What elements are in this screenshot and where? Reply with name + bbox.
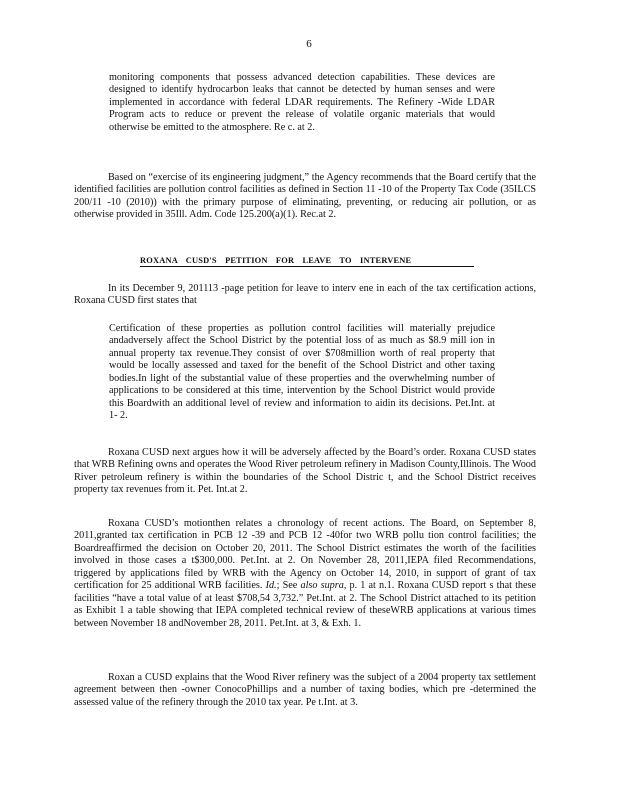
- paragraph-settlement-agreement: Roxan a CUSD explains that the Wood River refinery was the subject of a 2004 property tax settlement agreement between then -owner ConocoPhillips and a number of taxing bodies, which pre -determined the assessed value of the refinery through the 2010 tax year. Pe t.Int. at 3.: [74, 672, 536, 708]
- block-quote-ldar: monitoring components that possess advanced detection capabilities. These devices are designed to identify hydrocarbon leaks that cannot be detected by human senses and were implemented in accordance with federal LDAR requirements. The Refinery -Wide LDAR Program acts to reduce or prevent the release of volatile organic materials that would otherwise be emitted to the atmosphere. Re c. at 2.: [109, 72, 495, 133]
- section-heading: ROXANA CUSD'S PETITION FOR LEAVE TO INTERVENE: [140, 256, 474, 267]
- paragraph-adversely-affected: Roxana CUSD next argues how it will be adversely affected by the Board’s order. Roxana CUSD states that WRB Refining owns and operates the Wood River petroleum refinery in Madison County,Illinois. The Wood River petroleum refinery is within the boundaries of the School Distric t, and the School District receives property tax revenues from it. Pet. Int.at 2.: [74, 447, 536, 496]
- paragraph-petition-intro: In its December 9, 201113 -page petition for leave to interv ene in each of the tax certification actions, Roxana CUSD first states that: [74, 283, 536, 307]
- citation-id: Id.: [265, 580, 277, 592]
- page-number: 6: [306, 38, 312, 50]
- chronology-text-2: , p. 1 at n.1. Roxana CUSD report s that these facilities “have a total value of at least $708,54 3,732.” Pet.Int. at 2. The School District attached to its petition as Exhibit 1 a table showing that IEPA completed technical review of theseWRB applications at various times between November 18 andNovember 28, 2011. Pet.Int. at 3, & Exh. 1.: [74, 580, 536, 629]
- paragraph-chronology: [74, 518, 536, 630]
- chronology-see: ; See: [276, 580, 298, 592]
- paragraph-agency-recommendation: Based on “exercise of its engineering judgment,” the Agency recommends that the Board certify that the identified facilities are pollution control facilities as defined in Section 11 -10 of the Property Tax Code (35ILCS 200/11 -10 (2010)) with the primary purpose of eliminating, preventing, or reducing air pollution, or as otherwise provided in 35Ill. Adm. Code 125.200(a)(1). Rec.at 2.: [74, 172, 536, 221]
- block-quote-certification: Certification of these properties as pollution control facilities will materially prejudice andadversely affect the School District by the potential loss of as much as $8.9 mill ion in annual property tax revenue.They consist of over $708million worth of real property that would be locally assessed and taxed for the benefit of the School District and other taxing bodies.In light of the substantial value of these properties and the overwhelming number of applications to be considered at this time, intervention by the School District would provide this Boardwith an additional level of review and information to aidin its decisions. Pet.Int. at 1- 2.: [109, 323, 495, 422]
- chronology-text-1: Roxana CUSD’s motionthen relates a chronology of recent actions. The Board, on September 8, 2011,granted tax certification in PCB 12 -39 and PCB 12 -40for two WRB pollu tion control facilities; the Boardreaffirmed the decision on October 20, 2011. The School District estimates the worth of the facilities involved in those cases a t$300,000. Pet.Int. at 2. On November 28, 2011,IEPA filed Recommendations, triggered by applications filed by WRB with the Agency on October 14, 2010, in support of grant of tax certification for 25 additional WRB facilities.: [74, 518, 536, 592]
- citation-also-supra: also supra: [300, 580, 344, 592]
